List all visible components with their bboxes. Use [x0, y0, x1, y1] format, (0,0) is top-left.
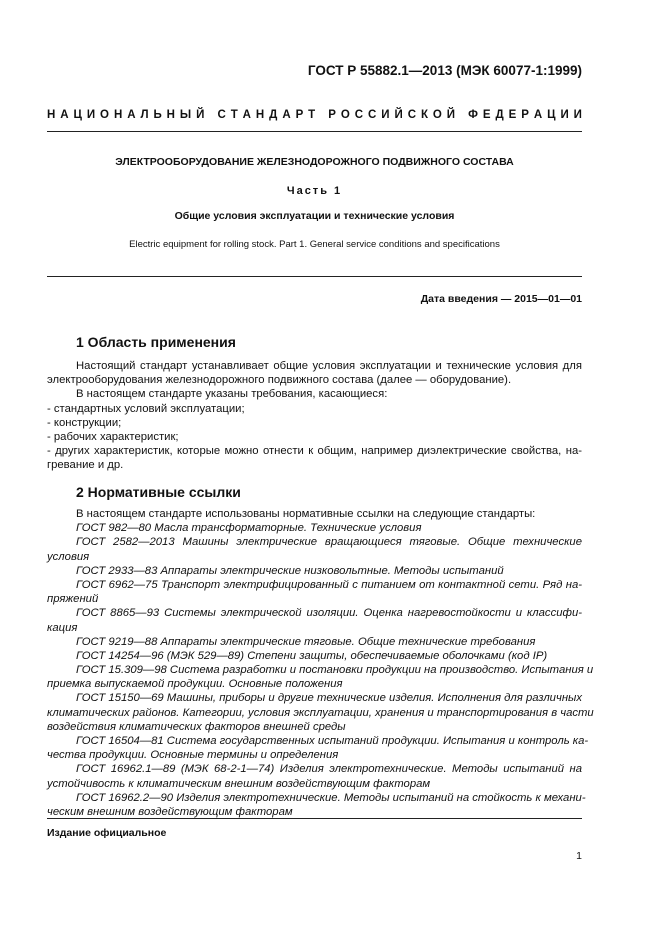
banner-letter: А: [127, 109, 136, 121]
banner-letter: Л: [140, 109, 149, 121]
banner-letter: С: [368, 109, 377, 121]
reference-line: ческим внешним воздействующим факторам: [47, 805, 293, 818]
reference-line: условия: [47, 550, 90, 563]
introduction-date: Дата введения — 2015—01—01: [420, 293, 582, 305]
banner-letter: К: [420, 109, 428, 121]
footer-divider: [47, 818, 582, 819]
reference-line: ГОСТ 16504—81 Система государственных испытаний продукции. Испытания и контроль ка-: [76, 735, 589, 747]
list-item: - других характеристик, которые можно отнести к общим, например диэлектрические свойства, на-: [47, 445, 582, 458]
banner-letter: И: [560, 109, 569, 121]
section-2-body: [47, 507, 594, 819]
banner-letter: Ц: [547, 109, 556, 121]
banner-letter: Р: [521, 109, 529, 121]
text-line: В настоящем стандарте использованы нормативные ссылки на следующие стандарты:: [76, 508, 536, 520]
reference-line: устойчивость к климатическим внешним воздействующим факторам: [47, 777, 431, 790]
banner-letter: С: [407, 109, 416, 121]
banner-letter: Д: [269, 109, 278, 121]
banner-letter: Т: [230, 109, 238, 121]
title-russian: ЭЛЕКТРООБОРУДОВАНИЕ ЖЕЛЕЗНОДОРОЖНОГО ПОДВИЖНОГО СОСТАВА: [115, 156, 514, 168]
reference-line: приемка выпускаемой продукции. Основные положения: [47, 678, 343, 691]
header-divider: [47, 131, 582, 132]
banner-letter: С: [217, 109, 226, 121]
banner-letter: И: [86, 109, 96, 121]
reference-line: ГОСТ 16962.2—90 Изделия электротехнические. Методы испытаний на стойкость к механи-: [76, 791, 586, 804]
banner-letter: Д: [495, 109, 504, 121]
banner-letter: Н: [113, 109, 123, 121]
banner-letter: Е: [482, 109, 491, 121]
banner-letter: Р: [328, 109, 336, 121]
text-line: В настоящем стандарте указаны требования, касающиеся:: [76, 388, 388, 401]
text-line: Настоящий стандарт устанавливает общие условия эксплуатации и технические условия для: [76, 360, 582, 372]
banner-letter: Р: [295, 109, 304, 121]
national-standard-banner: [47, 109, 582, 121]
list-item: - стандартных условий эксплуатации;: [47, 402, 245, 415]
banner-letter: Й: [446, 109, 456, 121]
banner-letter: Ь: [153, 109, 162, 121]
reference-line: ГОСТ 8865—93 Системы электрической изоляции. Оценка нагревостойкости и классифи-: [76, 607, 582, 620]
banner-letter: Е: [508, 109, 517, 121]
banner-letter: А: [242, 109, 251, 121]
page-number: 1: [576, 850, 582, 862]
banner-letter: И: [381, 109, 390, 121]
title-divider: [47, 276, 582, 277]
banner-letter: А: [60, 109, 69, 121]
reference-line: климатических районов. Категории, условия эксплуатации, хранения и транспортирования в части: [47, 706, 594, 719]
text-line: электрооборудования железнодорожного подвижного состава (далее — оборудование).: [47, 374, 512, 387]
reference-line: ГОСТ 9219—88 Аппараты электрические тяговые. Общие технические требования: [76, 635, 536, 648]
title-english: Electric equipment for rolling stock. Part 1. General service conditions and specifications: [129, 239, 500, 250]
reference-line: ГОСТ 15150—69 Машины, приборы и другие технические изделия. Исполнения для различных: [76, 692, 582, 705]
banner-letter: Т: [308, 109, 316, 121]
banner-letter: Й: [394, 109, 403, 121]
reference-line: кация: [47, 621, 78, 634]
reference-line: воздействия климатических факторов внешней среды: [47, 720, 346, 733]
banner-letter: Й: [196, 109, 205, 121]
banner-letter: Ы: [179, 109, 192, 121]
banner-letter: О: [100, 109, 109, 121]
reference-line: ГОСТ 15.309—98 Система разработки и постановки продукции на производство. Испытания и: [76, 664, 594, 677]
banner-letter: Ф: [468, 109, 478, 121]
section-1-heading: 1 Область применения: [76, 334, 236, 350]
banner-space: [320, 109, 323, 121]
banner-letter: Ц: [73, 109, 82, 121]
banner-letter: А: [533, 109, 543, 121]
reference-line: чества продукции. Основные термины и определения: [47, 749, 339, 762]
banner-letter: О: [432, 109, 442, 121]
reference-line: ГОСТ 982—80 Масла трансформаторные. Технические условия: [76, 522, 422, 535]
reference-line: пряжений: [47, 593, 99, 606]
part-label: Часть 1: [286, 185, 343, 197]
reference-line: ГОСТ 14254—96 (МЭК 529—89) Степени защиты, обеспечиваемые оболочками (код IP): [76, 649, 548, 662]
section-2-heading: 2 Нормативные ссылки: [76, 484, 241, 500]
banner-letter: Н: [47, 109, 56, 121]
document-number: ГОСТ Р 55882.1—2013 (МЭК 60077-1:1999): [307, 63, 582, 78]
list-item: - рабочих характеристик;: [47, 430, 179, 443]
banner-letter: И: [573, 109, 582, 121]
banner-letter: Н: [255, 109, 265, 121]
text-line: гревание и др.: [47, 459, 124, 472]
reference-line: ГОСТ 2582—2013 Машины электрические вращающиеся тяговые. Общие технические: [76, 536, 582, 549]
banner-letter: А: [282, 109, 291, 121]
section-1-body: [47, 359, 582, 473]
banner-letter: С: [354, 109, 364, 121]
banner-space: [209, 109, 212, 121]
banner-letter: О: [340, 109, 350, 121]
official-edition-label: Издание официальное: [47, 827, 167, 839]
banner-letter: Н: [166, 109, 175, 121]
subtitle: Общие условия эксплуатации и технические условия: [174, 210, 455, 222]
reference-line: ГОСТ 16962.1—89 (МЭК 68-2-1—74) Изделия электротехнические. Методы испытаний на: [76, 763, 582, 776]
reference-line: ГОСТ 2933—83 Аппараты электрические низковольтные. Методы испытаний: [76, 564, 504, 577]
banner-space: [460, 109, 463, 121]
list-item: - конструкции;: [47, 416, 122, 429]
reference-line: ГОСТ 6962—75 Транспорт электрифицированный с питанием от контактной сети. Ряд на-: [76, 578, 582, 591]
